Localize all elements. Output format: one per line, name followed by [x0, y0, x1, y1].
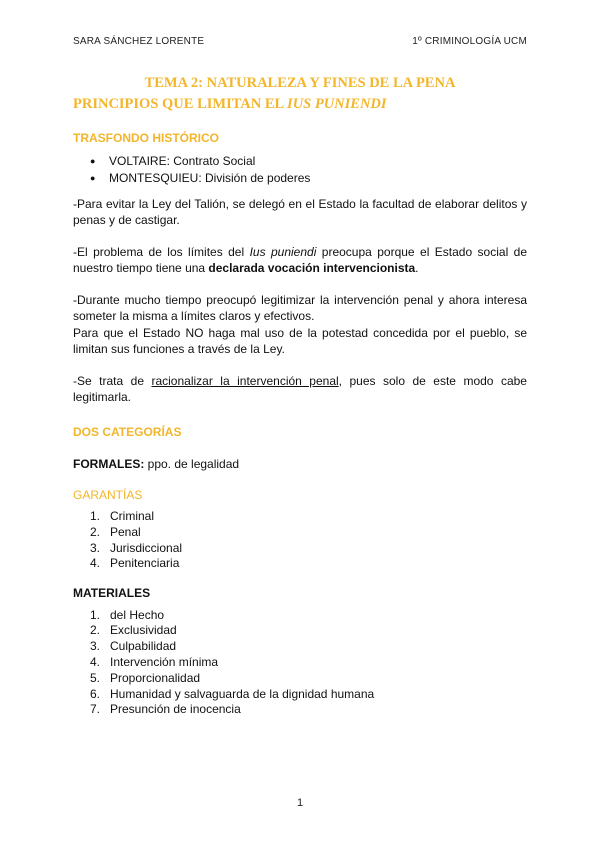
- section-heading-materiales: MATERIALES: [73, 586, 151, 601]
- title-subtitle: [73, 95, 527, 115]
- list-item: [73, 541, 527, 557]
- paragraph-racionalizar: [73, 373, 527, 406]
- list-item: [73, 170, 527, 187]
- list-item-text: Criminal: [110, 509, 155, 523]
- list-item-text: Penitenciaria: [110, 556, 180, 571]
- list-item-text: Intervención mínima: [110, 655, 219, 670]
- list-item-text: del Hecho: [110, 607, 165, 622]
- formales-line: [73, 456, 527, 473]
- title-main: TEMA 2: NATURALEZA Y FINES DE LA PENA: [144, 75, 456, 91]
- formales-label: FORMALES:: [73, 457, 145, 471]
- list-item: [73, 687, 527, 703]
- list-item-number: 2.: [90, 623, 101, 638]
- list-item: [73, 509, 527, 525]
- section-heading-garantias: GARANTÍAS: [73, 487, 143, 502]
- paragraph-legitimizar: -Durante mucho tiempo preocupó legitimizar la intervención penal y ahora interesa someter la misma a límites claros y efectivos.: [73, 292, 527, 323]
- list-item: [73, 153, 527, 170]
- paragraph-text: .: [415, 261, 419, 275]
- list-item: [73, 525, 527, 541]
- paragraph-estado-no: Para que el Estado NO haga mal uso de la potestad concedida por el pueblo, se limitan sus funciones a través de la Ley.: [73, 325, 527, 356]
- title-subtitle-prefix: PRINCIPIOS QUE LIMITAN EL: [73, 96, 288, 112]
- paragraph-text: , pues solo de este modo cabe legitimarla.: [73, 373, 527, 404]
- list-item: [73, 702, 527, 718]
- underlined-term: racionalizar la intervención penal: [151, 373, 339, 388]
- header-course: 1º CRIMINOLOGÍA UCM: [412, 36, 527, 47]
- paragraph-ius-puniendi: [73, 244, 527, 277]
- bullet-list-historico: [73, 153, 527, 187]
- page-number: 1: [296, 797, 304, 809]
- italic-term: Ius puniendi: [249, 244, 317, 259]
- header-author: SARA SÁNCHEZ LORENTE: [73, 36, 205, 47]
- list-item-text: Culpabilidad: [110, 639, 177, 654]
- list-item: [73, 655, 527, 671]
- bold-term: declarada vocación intervencionista: [208, 261, 416, 275]
- list-item-text: VOLTAIRE: Contrato Social: [109, 153, 256, 168]
- list-item-text: Proporcionalidad: [110, 670, 201, 685]
- document-body: [73, 130, 527, 718]
- list-item-number: 4.: [90, 655, 101, 670]
- paragraph-text: -Se trata de: [73, 373, 152, 388]
- list-item-text: Humanidad y salvaguarda de la dignidad humana: [110, 686, 375, 701]
- list-item-number: 3.: [90, 639, 101, 654]
- title-subtitle-italic: IUS PUNIENDI: [287, 96, 387, 112]
- list-item-text: Exclusividad: [110, 623, 177, 638]
- section-heading-trasfondo: TRASFONDO HISTÓRICO: [73, 131, 219, 145]
- list-item-number: 5.: [90, 670, 101, 685]
- list-item: [73, 639, 527, 655]
- list-item-number: 4.: [90, 556, 101, 571]
- document-title: [73, 74, 527, 115]
- paragraph-text: -El problema de los límites del: [73, 244, 250, 259]
- numbered-list-garantias: [73, 509, 527, 572]
- paragraph-text: preocupa porque el Estado social de nuestro tiempo tiene una: [73, 244, 528, 275]
- numbered-list-materiales: [73, 608, 527, 719]
- list-item-number: 1.: [90, 509, 101, 523]
- bullet-icon: ●: [90, 155, 96, 166]
- list-item-text: Jurisdiccional: [110, 540, 183, 555]
- list-item-number: 1.: [90, 607, 101, 622]
- list-item: [73, 623, 527, 639]
- list-item: [73, 556, 527, 572]
- page-header: [73, 36, 527, 50]
- list-item-text: Penal: [110, 524, 141, 539]
- formales-value: ppo. de legalidad: [144, 457, 240, 471]
- list-item-number: 7.: [90, 702, 101, 717]
- list-item: [73, 671, 527, 687]
- list-item: [73, 608, 527, 624]
- list-item-number: 2.: [90, 524, 101, 539]
- list-item-text: MONTESQUIEU: División de poderes: [109, 170, 311, 185]
- bullet-icon: ●: [90, 172, 96, 183]
- list-item-text: Presunción de inocencia: [110, 702, 241, 717]
- list-item-number: 3.: [90, 540, 101, 555]
- paragraph-ley-talion: -Para evitar la Ley del Talión, se delegó en el Estado la facultad de elaborar delitos y penas y de castigar.: [73, 196, 527, 227]
- list-item-number: 6.: [90, 686, 101, 701]
- section-heading-categorias: DOS CATEGORÍAS: [73, 424, 182, 439]
